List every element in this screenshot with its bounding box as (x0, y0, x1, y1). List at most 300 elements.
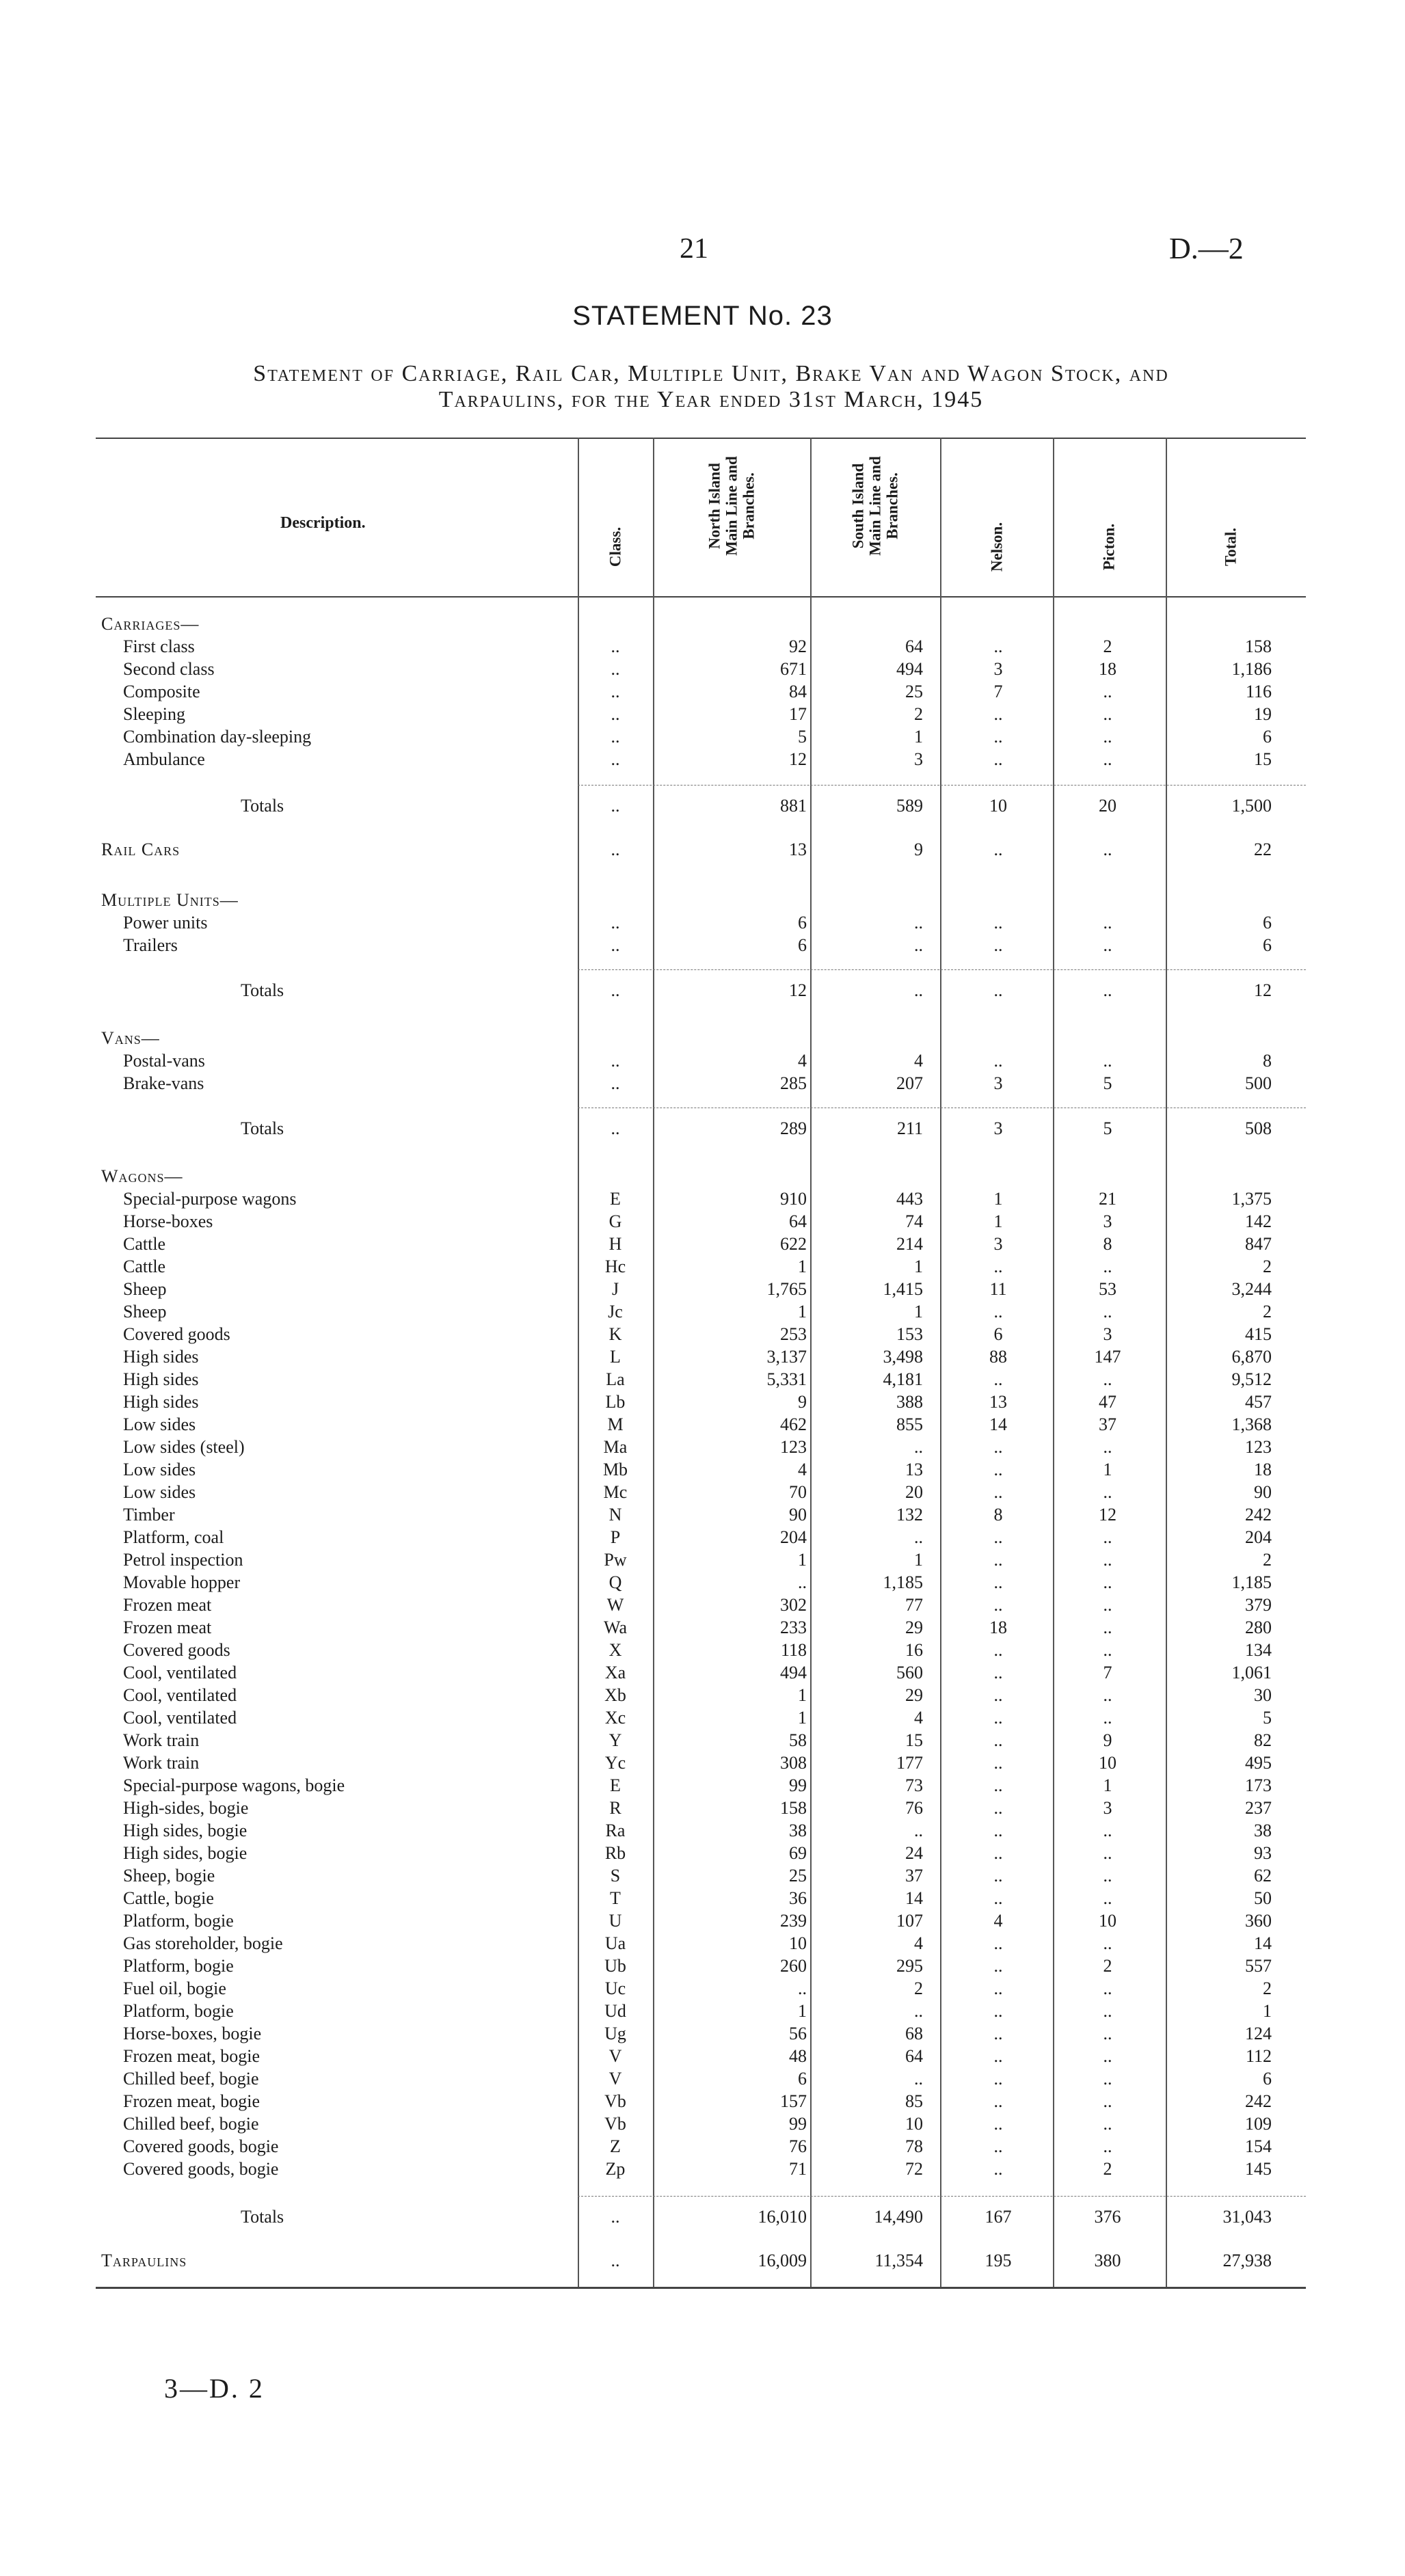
row-south-island: 132 (896, 1505, 923, 1525)
table-row (0, 635, 1405, 658)
row-description: Frozen meat, bogie (123, 2091, 260, 2111)
table-row (0, 658, 1405, 680)
row-description: Totals (241, 980, 284, 1000)
row-description: High-sides, bogie (123, 1798, 249, 1818)
row-south-island: 78 (905, 2136, 923, 2156)
table-row (0, 2067, 1405, 2090)
row-class: Xc (604, 1708, 626, 1728)
row-north-island: 16,009 (758, 2251, 807, 2270)
row-class: .. (611, 2207, 620, 2227)
table-row (0, 1864, 1405, 1887)
page-number: 21 (680, 233, 708, 265)
row-south-island: .. (914, 980, 923, 1000)
row-description: Platform, bogie (123, 1956, 234, 1976)
row-picton: 147 (1094, 1347, 1121, 1367)
row-total: 38 (1254, 1821, 1272, 1840)
table-row (0, 1436, 1405, 1458)
row-north-island: 1 (798, 1550, 807, 1570)
row-class: V (608, 2069, 622, 2089)
row-nelson: .. (993, 1527, 1003, 1547)
row-south-island: 24 (905, 1843, 923, 1863)
table-row (0, 2112, 1405, 2135)
row-picton: .. (1103, 935, 1112, 955)
table-row (0, 1616, 1405, 1639)
row-description: Covered goods, bogie (123, 2159, 279, 2179)
row-north-island: 671 (780, 659, 807, 679)
row-south-island: 1,415 (883, 1279, 923, 1299)
row-picton: 20 (1099, 796, 1116, 816)
row-description: Cool, ventilated (123, 1685, 237, 1705)
row-picton: 53 (1099, 1279, 1116, 1299)
row-total: 360 (1245, 1911, 1272, 1931)
table-row (0, 1323, 1405, 1345)
row-picton: .. (1103, 840, 1112, 859)
table-row (0, 1819, 1405, 1842)
row-class: K (608, 1324, 622, 1344)
table-row (0, 1797, 1405, 1819)
row-north-island: 1,765 (766, 1279, 807, 1299)
row-description: Power units (123, 913, 208, 933)
row-total: 2 (1263, 1302, 1272, 1321)
table-top-rule (96, 438, 1306, 439)
row-south-island: 9 (914, 840, 923, 859)
row-total: 6 (1263, 2069, 1272, 2089)
header-total: Total. (1222, 527, 1240, 567)
row-north-island: 118 (780, 1640, 807, 1660)
row-nelson: 1 (993, 1211, 1003, 1231)
row-north-island: 123 (780, 1437, 807, 1457)
table-row (0, 1345, 1405, 1368)
totals-row (0, 1117, 1405, 1140)
row-description: High sides (123, 1392, 199, 1412)
table-row (0, 2135, 1405, 2158)
row-description: Cool, ventilated (123, 1663, 237, 1682)
row-picton: 1 (1103, 1460, 1112, 1479)
row-total: 27,938 (1222, 2251, 1272, 2270)
row-description: Sheep (123, 1279, 167, 1299)
row-north-island: 99 (789, 1775, 807, 1795)
row-picton: .. (1103, 1888, 1112, 1908)
row-north-island: 239 (780, 1911, 807, 1931)
row-south-island: 16 (905, 1640, 923, 1660)
row-class: J (611, 1279, 619, 1299)
row-picton: .. (1103, 1708, 1112, 1728)
row-description: High sides (123, 1369, 199, 1389)
row-north-island: 1 (798, 2001, 807, 2021)
header-class: Class. (606, 526, 624, 567)
row-nelson: .. (993, 1640, 1003, 1660)
row-class: Lb (605, 1392, 626, 1412)
row-south-island: 14,490 (874, 2207, 923, 2227)
row-nelson: .. (993, 840, 1003, 859)
table-row (0, 2045, 1405, 2067)
row-total: 1,061 (1231, 1663, 1272, 1682)
row-class: Vb (604, 2114, 626, 2134)
row-total: 8 (1263, 1051, 1272, 1071)
table-row (0, 1255, 1405, 1278)
row-class: .. (611, 659, 620, 679)
row-total: 31,043 (1222, 2207, 1272, 2227)
row-nelson: .. (993, 2001, 1003, 2021)
row-total: 15 (1254, 749, 1272, 769)
row-class: T (610, 1888, 621, 1908)
row-class: P (610, 1527, 621, 1547)
table-row (0, 1391, 1405, 1413)
row-north-island: .. (798, 1978, 807, 1998)
table-row (0, 680, 1405, 703)
row-north-island: 58 (789, 1730, 807, 1750)
row-total: 242 (1245, 1505, 1272, 1525)
row-total: 50 (1254, 1888, 1272, 1908)
section-heading-row (0, 613, 1405, 635)
row-picton: 21 (1099, 1189, 1116, 1209)
row-picton: .. (1103, 1527, 1112, 1547)
row-picton: 37 (1099, 1414, 1116, 1434)
row-class: Q (608, 1572, 622, 1592)
row-class: .. (611, 749, 620, 769)
row-picton: .. (1103, 2024, 1112, 2043)
row-north-island: 64 (789, 1211, 807, 1231)
row-total: 6,870 (1231, 1347, 1272, 1367)
table-row (0, 2249, 1405, 2272)
row-description: Cattle (123, 1234, 166, 1254)
row-nelson: .. (993, 1730, 1003, 1750)
row-total: 6 (1263, 935, 1272, 955)
row-picton: .. (1103, 727, 1112, 747)
row-nelson: 11 (989, 1279, 1007, 1299)
row-nelson: .. (993, 704, 1003, 724)
row-north-island: 12 (789, 749, 807, 769)
totals-row (0, 2205, 1405, 2228)
row-nelson: .. (993, 1843, 1003, 1863)
row-north-island: 204 (780, 1527, 807, 1547)
row-nelson: .. (993, 1572, 1003, 1592)
row-nelson: 6 (993, 1324, 1003, 1344)
row-description: Low sides (123, 1482, 196, 1502)
row-class: Ma (603, 1437, 628, 1457)
row-nelson: .. (993, 2159, 1003, 2179)
row-class: Hc (604, 1257, 626, 1276)
row-picton: .. (1103, 1821, 1112, 1840)
row-nelson: .. (993, 727, 1003, 747)
row-south-island: 107 (896, 1911, 923, 1931)
table-row (0, 1458, 1405, 1481)
row-north-island: 16,010 (758, 2207, 807, 2227)
row-north-island: 462 (780, 1414, 807, 1434)
table-row (0, 1072, 1405, 1095)
row-picton: .. (1103, 1369, 1112, 1389)
table-row (0, 1706, 1405, 1729)
row-total: 3,244 (1231, 1279, 1272, 1299)
row-south-island: .. (914, 2001, 923, 2021)
totals-rule (578, 969, 1306, 970)
row-picton: 12 (1099, 1505, 1116, 1525)
row-nelson: .. (993, 1369, 1003, 1389)
row-south-island: 1 (914, 1550, 923, 1570)
row-description: Sheep, bogie (123, 1866, 215, 1886)
row-picton: .. (1103, 2091, 1112, 2111)
table-row (0, 1909, 1405, 1932)
table-row (0, 2158, 1405, 2180)
row-south-island: 68 (905, 2024, 923, 2043)
row-total: 62 (1254, 1866, 1272, 1886)
row-total: 1,185 (1231, 1572, 1272, 1592)
row-nelson: .. (993, 1753, 1003, 1773)
row-north-island: 1 (798, 1257, 807, 1276)
row-south-island: 85 (905, 2091, 923, 2111)
row-north-island: 881 (780, 796, 807, 816)
totals-rule (578, 2196, 1306, 2197)
table-row (0, 838, 1405, 861)
row-nelson: .. (993, 1051, 1003, 1071)
row-picton: .. (1103, 1257, 1112, 1276)
row-class: Ra (605, 1821, 626, 1840)
row-picton: .. (1103, 2136, 1112, 2156)
row-picton: 2 (1103, 636, 1112, 656)
statement-subtitle-line-1: Statement of Carriage, Rail Car, Multiple Unit, Brake Van and Wagon Stock, and (253, 361, 1169, 386)
row-north-island: 260 (780, 1956, 807, 1976)
row-nelson: 88 (989, 1347, 1007, 1367)
row-nelson: .. (993, 2046, 1003, 2066)
row-north-island: 494 (780, 1663, 807, 1682)
row-total: 1,375 (1231, 1189, 1272, 1209)
totals-row (0, 979, 1405, 1002)
row-picton: 9 (1103, 1730, 1112, 1750)
table-row (0, 1300, 1405, 1323)
row-nelson: .. (993, 2136, 1003, 2156)
row-south-island: 77 (905, 1595, 923, 1615)
table-row (0, 1571, 1405, 1594)
row-class: .. (611, 796, 620, 816)
row-south-island: .. (914, 935, 923, 955)
row-description: Horse-boxes (123, 1211, 213, 1231)
row-description: Low sides (steel) (123, 1437, 245, 1457)
row-description: Composite (123, 682, 200, 701)
row-total: 90 (1254, 1482, 1272, 1502)
table-row (0, 1481, 1405, 1503)
table-row (0, 1842, 1405, 1864)
row-class: .. (611, 2251, 620, 2270)
row-description: Covered goods, bogie (123, 2136, 279, 2156)
row-nelson: .. (993, 1933, 1003, 1953)
row-class: .. (611, 636, 620, 656)
row-class: Vb (604, 2091, 626, 2111)
row-south-island: 855 (896, 1414, 923, 1434)
row-total: 1,368 (1231, 1414, 1272, 1434)
row-nelson: .. (993, 2024, 1003, 2043)
row-total: 5 (1263, 1708, 1272, 1728)
row-nelson: .. (993, 1482, 1003, 1502)
table-row (0, 934, 1405, 956)
row-south-island: 74 (905, 1211, 923, 1231)
row-picton: 10 (1099, 1911, 1116, 1931)
table-row (0, 1413, 1405, 1436)
row-nelson: .. (993, 913, 1003, 933)
table-row (0, 1188, 1405, 1210)
row-class: R (609, 1798, 621, 1818)
row-north-island: 71 (789, 2159, 807, 2179)
row-total: 116 (1245, 682, 1272, 701)
row-total: 2 (1263, 1550, 1272, 1570)
row-picton: 7 (1103, 1663, 1112, 1682)
row-description: Horse-boxes, bogie (123, 2024, 262, 2043)
row-class: Z (610, 2136, 621, 2156)
row-picton: .. (1103, 682, 1112, 701)
row-class: La (606, 1369, 625, 1389)
table-row (0, 1368, 1405, 1391)
row-nelson: .. (993, 2091, 1003, 2111)
row-nelson: .. (993, 1888, 1003, 1908)
row-south-island: .. (914, 1437, 923, 1457)
row-north-island: 84 (789, 682, 807, 701)
row-total: 204 (1245, 1527, 1272, 1547)
row-nelson: .. (993, 1302, 1003, 1321)
table-row (0, 725, 1405, 748)
row-south-island: 177 (896, 1753, 923, 1773)
row-north-island: 289 (780, 1118, 807, 1138)
row-north-island: 38 (789, 1821, 807, 1840)
row-nelson: 3 (993, 1118, 1003, 1138)
row-north-island: 25 (789, 1866, 807, 1886)
row-north-island: 6 (798, 935, 807, 955)
row-south-island: 1,185 (883, 1572, 923, 1592)
header-description: Description. (280, 514, 366, 532)
row-description: Covered goods (123, 1640, 230, 1660)
row-description: Covered goods (123, 1324, 230, 1344)
row-nelson: 7 (993, 682, 1003, 701)
row-nelson: 167 (985, 2207, 1012, 2227)
row-class: V (608, 2046, 622, 2066)
row-class: Y (608, 1730, 622, 1750)
row-nelson: 1 (993, 1189, 1003, 1209)
row-picton: .. (1103, 1550, 1112, 1570)
row-south-island: 29 (905, 1618, 923, 1637)
row-north-island: 99 (789, 2114, 807, 2134)
row-description: Petrol inspection (123, 1550, 243, 1570)
row-north-island: 1 (798, 1708, 807, 1728)
row-class: Ua (604, 1933, 626, 1953)
row-description: High sides, bogie (123, 1821, 247, 1840)
row-picton: 10 (1099, 1753, 1116, 1773)
row-picton: 380 (1094, 2251, 1121, 2270)
row-description: Combination day-sleeping (123, 727, 312, 747)
row-nelson: .. (993, 980, 1003, 1000)
table-row (0, 1233, 1405, 1255)
row-class: Ug (604, 2024, 626, 2043)
row-south-island: 13 (905, 1460, 923, 1479)
row-south-island: 37 (905, 1866, 923, 1886)
row-description: Totals (241, 796, 284, 816)
row-picton: .. (1103, 1595, 1112, 1615)
row-south-island: 4 (914, 1708, 923, 1728)
row-description: Cattle (123, 1257, 166, 1276)
row-nelson: 195 (985, 2251, 1012, 2270)
row-nelson: .. (993, 935, 1003, 955)
row-total: 154 (1245, 2136, 1272, 2156)
header-picton: Picton. (1100, 523, 1118, 571)
row-picton: .. (1103, 1843, 1112, 1863)
row-north-island: 4 (798, 1460, 807, 1479)
row-description: Platform, coal (123, 1527, 224, 1547)
row-south-island: 4 (914, 1051, 923, 1071)
row-picton: 376 (1094, 2207, 1121, 2227)
row-picton: .. (1103, 1685, 1112, 1705)
row-south-island: 14 (905, 1888, 923, 1908)
row-south-island: 73 (905, 1775, 923, 1795)
row-nelson: .. (993, 749, 1003, 769)
row-nelson: .. (993, 1956, 1003, 1976)
row-south-island: 64 (905, 636, 923, 656)
row-nelson: .. (993, 636, 1003, 656)
row-picton: 3 (1103, 1798, 1112, 1818)
table-row (0, 1955, 1405, 1977)
row-picton: .. (1103, 1051, 1112, 1071)
row-south-island: 214 (896, 1234, 923, 1254)
table-row (0, 1503, 1405, 1526)
row-picton: .. (1103, 749, 1112, 769)
row-picton: 8 (1103, 1234, 1112, 1254)
row-north-island: 36 (789, 1888, 807, 1908)
row-description: Wagons— (101, 1166, 183, 1186)
row-total: 1,186 (1231, 659, 1272, 679)
row-nelson: .. (993, 1685, 1003, 1705)
row-north-island: 308 (780, 1753, 807, 1773)
row-nelson: .. (993, 1437, 1003, 1457)
row-north-island: 90 (789, 1505, 807, 1525)
table-row (0, 2090, 1405, 2112)
row-south-island: 2 (914, 1978, 923, 1998)
row-north-island: 302 (780, 1595, 807, 1615)
header-nelson: Nelson. (988, 522, 1006, 572)
row-nelson: .. (993, 1821, 1003, 1840)
row-south-island: 494 (896, 659, 923, 679)
row-nelson: 13 (989, 1392, 1007, 1412)
row-total: 158 (1245, 636, 1272, 656)
row-nelson: .. (993, 1866, 1003, 1886)
row-north-island: 56 (789, 2024, 807, 2043)
row-description: Sheep (123, 1302, 167, 1321)
table-row (0, 1932, 1405, 1955)
row-south-island: 3,498 (883, 1347, 923, 1367)
row-picton: .. (1103, 1302, 1112, 1321)
row-picton: 2 (1103, 1956, 1112, 1976)
row-description: Movable hopper (123, 1572, 241, 1592)
row-total: 242 (1245, 2091, 1272, 2111)
row-class: Zp (605, 2159, 626, 2179)
row-total: 495 (1245, 1753, 1272, 1773)
row-class: .. (611, 1051, 620, 1071)
section-heading-row (0, 1165, 1405, 1188)
table-row (0, 703, 1405, 725)
table-row (0, 1278, 1405, 1300)
row-picton: 47 (1099, 1392, 1116, 1412)
row-total: 12 (1254, 980, 1272, 1000)
row-south-island: 72 (905, 2159, 923, 2179)
row-description: Chilled beef, bogie (123, 2069, 259, 2089)
row-south-island: 10 (905, 2114, 923, 2134)
row-north-island: 17 (789, 704, 807, 724)
table-row (0, 1526, 1405, 1548)
row-total: 30 (1254, 1685, 1272, 1705)
row-south-island: 15 (905, 1730, 923, 1750)
row-south-island: 29 (905, 1685, 923, 1705)
row-north-island: 12 (789, 980, 807, 1000)
row-total: 2 (1263, 1257, 1272, 1276)
row-nelson: .. (993, 1798, 1003, 1818)
row-nelson: .. (993, 1663, 1003, 1682)
row-total: 415 (1245, 1324, 1272, 1344)
row-total: 19 (1254, 704, 1272, 724)
